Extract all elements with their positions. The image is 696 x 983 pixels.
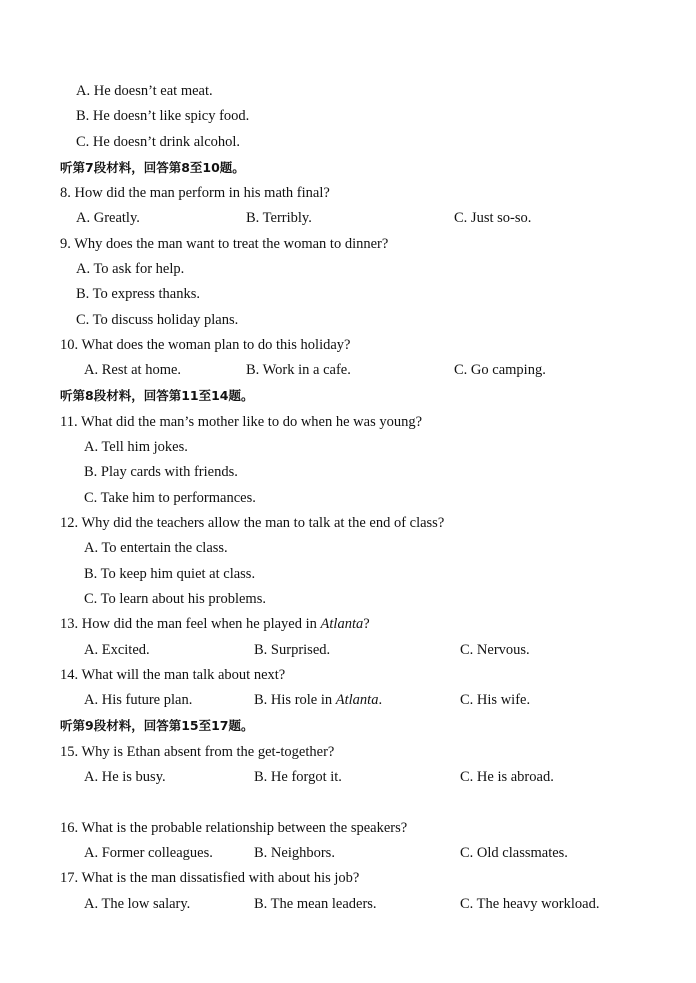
section-7-heading: 听第7段材料，回答第8至10题。 xyxy=(60,160,245,175)
q8-text: 8. How did the man perform in his math final? xyxy=(60,185,330,201)
q17-text: 17. What is the man dissatisfied with about his job? xyxy=(60,870,360,886)
q14-option-c: C. His wife. xyxy=(460,692,531,708)
q8-option-b: B. Terribly. xyxy=(246,210,312,226)
q13-option-b: B. Surprised. xyxy=(254,642,331,658)
q14-option-b xyxy=(254,691,382,709)
q12-text: 12. Why did the teachers allow the man to talk at the end of class? xyxy=(60,515,445,531)
q16-option-a: A. Former colleagues. xyxy=(84,845,213,861)
q17-option-c: C. The heavy workload. xyxy=(460,896,600,912)
q13-text-place: Atlanta xyxy=(320,616,364,632)
q7-option-c: C. He doesn’t drink alcohol. xyxy=(76,134,241,150)
q9-text: 9. Why does the man want to treat the woman to dinner? xyxy=(60,236,389,252)
q11-text: 11. What did the man’s mother like to do when he was young? xyxy=(60,414,423,430)
q16-option-b: B. Neighbors. xyxy=(254,845,335,861)
q13-option-c: C. Nervous. xyxy=(460,642,530,658)
q15-text: 15. Why is Ethan absent from the get-together? xyxy=(60,744,335,760)
q12-option-b: B. To keep him quiet at class. xyxy=(84,566,256,582)
q7-option-b: B. He doesn’t like spicy food. xyxy=(76,108,250,124)
section-9-heading: 听第9段材料，回答第15至17题。 xyxy=(60,718,254,733)
q11-option-c: C. Take him to performances. xyxy=(84,490,256,506)
q11-option-a: A. Tell him jokes. xyxy=(84,439,188,455)
q14-option-b-pre: B. His role in xyxy=(254,692,336,708)
q10-option-c: C. Go camping. xyxy=(454,362,546,378)
q10-option-a: A. Rest at home. xyxy=(84,362,182,378)
q15-option-a: A. He is busy. xyxy=(84,769,166,785)
q8-option-a: A. Greatly. xyxy=(76,210,140,226)
q10-text: 10. What does the woman plan to do this holiday? xyxy=(60,337,351,353)
q14-option-b-post: . xyxy=(378,692,383,708)
q13-text xyxy=(60,615,370,633)
q9-option-c: C. To discuss holiday plans. xyxy=(76,312,239,328)
q15-option-b: B. He forgot it. xyxy=(254,769,342,785)
q14-option-a: A. His future plan. xyxy=(84,692,193,708)
q13-text-post: ? xyxy=(363,616,370,632)
q12-option-c: C. To learn about his problems. xyxy=(84,591,266,607)
section-8-heading: 听第8段材料，回答第11至14题。 xyxy=(60,388,254,403)
q9-option-a: A. To ask for help. xyxy=(76,261,185,277)
q13-option-a: A. Excited. xyxy=(84,642,150,658)
q17-option-b: B. The mean leaders. xyxy=(254,896,377,912)
q8-option-c: C. Just so-so. xyxy=(454,210,532,226)
q14-text: 14. What will the man talk about next? xyxy=(60,667,286,683)
q15-option-c: C. He is abroad. xyxy=(460,769,554,785)
q12-option-a: A. To entertain the class. xyxy=(84,540,228,556)
q10-option-b: B. Work in a cafe. xyxy=(246,362,351,378)
q9-option-b: B. To express thanks. xyxy=(76,286,200,302)
q14-option-b-place: Atlanta xyxy=(335,692,379,708)
q7-option-a: A. He doesn’t eat meat. xyxy=(76,83,213,99)
q13-text-pre: 13. How did the man feel when he played in xyxy=(60,616,321,632)
q17-option-a: A. The low salary. xyxy=(84,896,191,912)
q16-text: 16. What is the probable relationship between the speakers? xyxy=(60,820,408,836)
q16-option-c: C. Old classmates. xyxy=(460,845,568,861)
q11-option-b: B. Play cards with friends. xyxy=(84,464,238,480)
